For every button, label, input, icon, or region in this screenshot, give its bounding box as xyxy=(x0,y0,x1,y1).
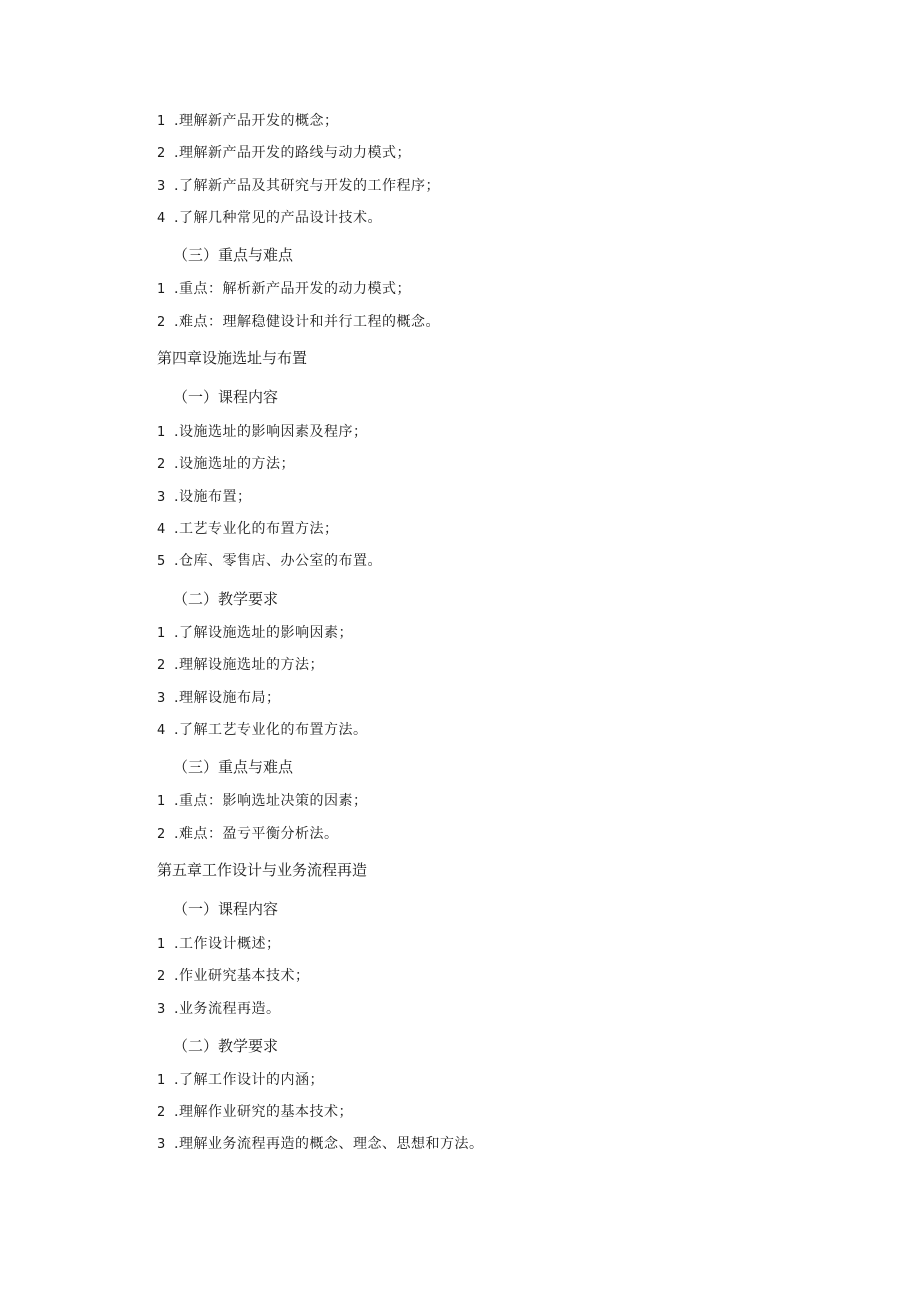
item-number: 1 xyxy=(157,114,166,129)
section-heading-key-points: （三）重点与难点 xyxy=(173,246,294,264)
item-number: 1 xyxy=(157,626,166,641)
item-text: .作业研究基本技术； xyxy=(174,968,310,984)
list-item xyxy=(157,143,411,164)
item-text: .设施选址的影响因素及程序； xyxy=(174,424,368,440)
item-number: 3 xyxy=(157,490,166,505)
item-text: .理解新产品开发的路线与动力模式； xyxy=(174,145,411,161)
item-number: 2 xyxy=(157,827,166,842)
item-text: .理解设施选址的方法； xyxy=(174,657,324,673)
item-text: .了解工作设计的内涵； xyxy=(174,1072,324,1088)
section-heading-content: （一）课程内容 xyxy=(173,900,279,918)
section-heading-requirements: （二）教学要求 xyxy=(173,590,279,608)
item-number: 4 xyxy=(157,522,166,537)
item-number: 4 xyxy=(157,211,166,226)
chapter-title: 第五章工作设计与业务流程再造 xyxy=(157,861,368,879)
item-number: 3 xyxy=(157,1002,166,1017)
list-item xyxy=(157,312,440,333)
item-number: 3 xyxy=(157,179,166,194)
item-text: .设施布置； xyxy=(174,489,252,505)
item-number: 2 xyxy=(157,658,166,673)
item-number: 1 xyxy=(157,794,166,809)
item-text: .业务流程再造。 xyxy=(174,1001,281,1017)
item-number: 4 xyxy=(157,723,166,738)
list-item xyxy=(157,720,367,741)
list-item xyxy=(157,111,338,132)
list-item xyxy=(157,1070,324,1091)
section-heading-key-points: （三）重点与难点 xyxy=(173,758,294,776)
item-number: 1 xyxy=(157,937,166,952)
item-text: .理解作业研究的基本技术； xyxy=(174,1104,353,1120)
item-number: 3 xyxy=(157,1137,166,1152)
list-item xyxy=(157,934,280,955)
item-text: .理解新产品开发的概念； xyxy=(174,113,339,129)
item-number: 2 xyxy=(157,969,166,984)
item-number: 2 xyxy=(157,315,166,330)
list-item xyxy=(157,688,280,709)
item-number: 1 xyxy=(157,425,166,440)
item-text: .工艺专业化的布置方法； xyxy=(174,521,339,537)
item-number: 2 xyxy=(157,457,166,472)
section-heading-requirements: （二）教学要求 xyxy=(173,1037,279,1055)
list-item xyxy=(157,176,440,197)
item-text: .重点：解析新产品开发的动力模式； xyxy=(174,281,411,297)
list-item xyxy=(157,279,411,300)
item-text: .了解设施选址的影响因素； xyxy=(174,625,353,641)
item-number: 1 xyxy=(157,282,166,297)
item-text: .难点：盈亏平衡分析法。 xyxy=(174,826,339,842)
item-text: .理解设施布局； xyxy=(174,690,281,706)
list-item xyxy=(157,454,295,475)
list-item xyxy=(157,655,324,676)
item-number: 3 xyxy=(157,691,166,706)
item-number: 2 xyxy=(157,146,166,161)
item-text: .仓库、零售店、办公室的布置。 xyxy=(174,553,382,569)
item-number: 1 xyxy=(157,1073,166,1088)
list-item xyxy=(157,208,382,229)
item-number: 2 xyxy=(157,1105,166,1120)
list-item xyxy=(157,623,353,644)
item-text: .工作设计概述； xyxy=(174,936,281,952)
item-text: .设施选址的方法； xyxy=(174,456,295,472)
item-text: .了解新产品及其研究与开发的工作程序； xyxy=(174,178,440,194)
item-text: .理解业务流程再造的概念、理念、思想和方法。 xyxy=(174,1136,484,1152)
item-text: .了解几种常见的产品设计技术。 xyxy=(174,210,382,226)
chapter-title: 第四章设施选址与布置 xyxy=(157,349,308,367)
item-text: .难点：理解稳健设计和并行工程的概念。 xyxy=(174,314,440,330)
list-item xyxy=(157,791,367,812)
list-item xyxy=(157,422,367,443)
item-text: .重点：影响选址决策的因素； xyxy=(174,793,368,809)
list-item xyxy=(157,966,309,987)
list-item xyxy=(157,824,338,845)
list-item xyxy=(157,999,280,1020)
list-item xyxy=(157,519,338,540)
item-text: .了解工艺专业化的布置方法。 xyxy=(174,722,368,738)
list-item xyxy=(157,487,251,508)
list-item xyxy=(157,1134,483,1155)
list-item xyxy=(157,551,382,572)
list-item xyxy=(157,1102,353,1123)
item-number: 5 xyxy=(157,554,166,569)
section-heading-content: （一）课程内容 xyxy=(173,388,279,406)
